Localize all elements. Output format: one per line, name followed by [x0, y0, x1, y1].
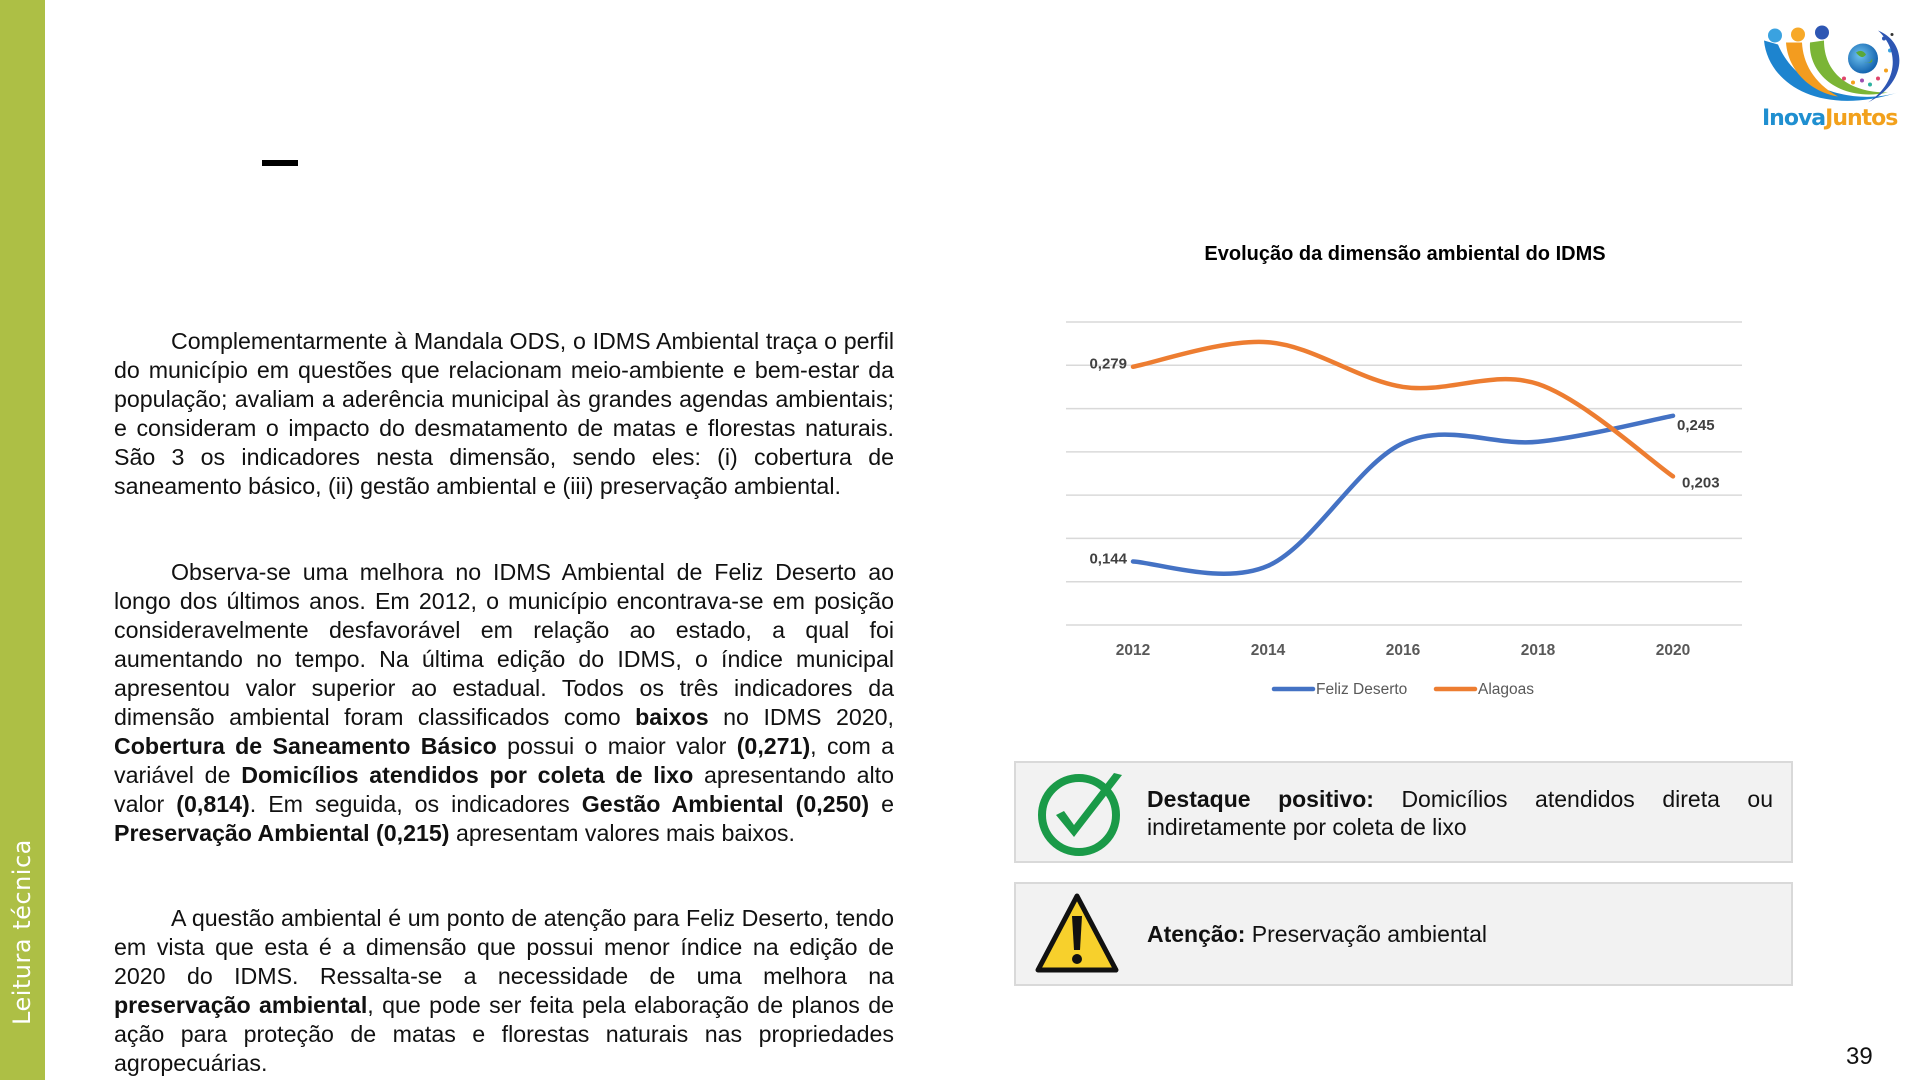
logo-head-orange	[1791, 28, 1805, 42]
section-label: Leitura técnica	[8, 839, 36, 1025]
data-label: 0,203	[1682, 474, 1720, 492]
x-tick-label: 2016	[1385, 642, 1421, 659]
title-dash	[262, 160, 298, 166]
x-tick-label: 2014	[1250, 642, 1286, 659]
chart-legend	[1274, 681, 1534, 698]
series-line-alagoas	[1133, 342, 1673, 477]
x-tick-label: 2020	[1655, 642, 1691, 659]
logo-globe	[1848, 44, 1878, 74]
x-tick-label: 2018	[1520, 642, 1556, 659]
logo-head-navy	[1815, 26, 1829, 40]
data-label: 0,144	[1089, 550, 1127, 568]
paragraph-intro: Complementarmente à Mandala ODS, o IDMS Ambiental traça o perfil do município em questões que relacionam meio-ambiente e bem-estar da população; avaliam a aderência municipal às grandes agendas ambientais; e consideram o impacto do desmatamento de matas e florestas naturais. São 3 os indicadores nesta dimensão, sendo eles: (i) cobertura de saneamento básico, (ii) gestão ambiental e (iii) preservação ambiental.	[114, 328, 894, 499]
chart-series	[1133, 342, 1673, 574]
data-label: 0,245	[1677, 416, 1715, 434]
page-number: 39	[1846, 1043, 1873, 1070]
warning-triangle-icon	[1034, 892, 1120, 976]
chart-x-axis	[1116, 642, 1690, 659]
paragraph-conclusion: A questão ambiental é um ponto de atenção para Feliz Deserto, tendo em vista que esta é a dimensão que possui menor índice na edição de 2020 do IDMS. Ressalta-se a necessidade de uma melhora na preservação ambiental, que pode ser feita pela elaboração de planos de ação para proteção de matas e florestas naturais nas propriedades agropecuárias.	[114, 905, 894, 1076]
series-line-feliz-deserto	[1133, 416, 1673, 574]
positive-highlight-box: Destaque positivo: Domicílios atendidos direta ou indiretamente por coleta de lixo	[1014, 761, 1793, 863]
attention-highlight-box: Atenção: Preservação ambiental	[1014, 882, 1793, 986]
legend-label: Alagoas	[1478, 681, 1535, 698]
data-label: 0,279	[1089, 355, 1127, 373]
sidebar-band	[0, 0, 45, 1080]
check-circle-icon	[1034, 767, 1130, 857]
logo-head-blue	[1768, 29, 1782, 43]
chart-title: Evolução da dimensão ambiental do IDMS	[1204, 243, 1606, 265]
logo-wordmark: InovaJuntos	[1762, 106, 1898, 131]
paragraph-analysis: Observa-se uma melhora no IDMS Ambiental de Feliz Deserto ao longo dos últimos anos. Em 2012, o município encontrava-se em posição consideravelmente desfavorável em relação ao estado, a qual foi aumentando no tempo. Na última edição do IDMS, o índice municipal apresentou valor superior ao estadual. Todos os três indicadores da dimensão ambiental foram classificados como baixos no IDMS 2020, Cobertura de Saneamento Básico possui o maior valor (0,271), com a variável de Domicílios atendidos por coleta de lixo apresentando alto valor (0,814). Em seguida, os indicadores Gestão Ambiental (0,250) e Preservação Ambiental (0,215) apresentam valores mais baixos.	[114, 559, 895, 846]
chart-gridlines	[1066, 322, 1742, 625]
x-tick-label: 2012	[1115, 642, 1151, 659]
chart-data-labels	[1089, 356, 1719, 568]
legend-label: Feliz Deserto	[1316, 681, 1408, 698]
